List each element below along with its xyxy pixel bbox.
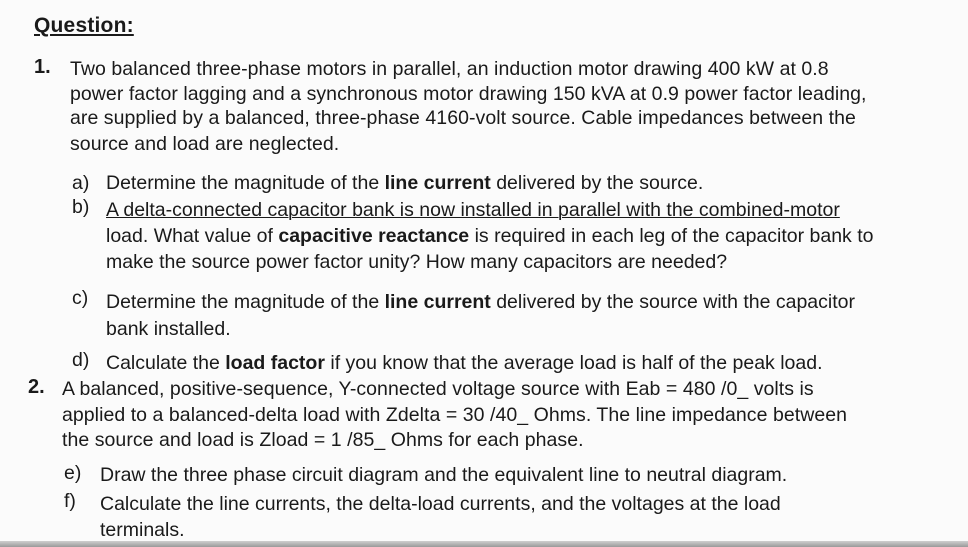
question-1-line-3: are supplied by a balanced, three-phase 4160-volt source. Cable impedances between the <box>70 107 856 129</box>
question-1-line-4: source and load are neglected. <box>70 133 340 155</box>
question-2-line-3: the source and load is Zload = 1 /85_ Ohms for each phase. <box>62 429 584 451</box>
question-2-line-2: applied to a balanced-delta load with Zdelta = 30 /40_ Ohms. The line impedance between <box>62 404 848 426</box>
part-e-text: Draw the three phase circuit diagram and the equivalent line to neutral diagram. <box>100 464 788 486</box>
question-1-line-2: power factor lagging and a synchronous motor drawing 150 kVA at 0.9 power factor leading, <box>70 83 867 105</box>
question-2-line-1: A balanced, positive-sequence, Y-connected voltage source with Eab = 480 /0_ volts is <box>62 378 814 400</box>
part-b-line-2: load. What value of capacitive reactance is required in each leg of the capacitor bank to <box>106 225 874 247</box>
part-c-label: c) <box>72 287 89 309</box>
part-e-label: e) <box>64 462 82 484</box>
part-f-line-2: terminals. <box>100 519 185 541</box>
part-c-line-2: bank installed. <box>106 318 231 340</box>
part-a-label: a) <box>72 172 90 194</box>
part-a-text: Determine the magnitude of the line current delivered by the source. <box>106 172 704 194</box>
question-2-number: 2. <box>28 376 45 398</box>
page-title: Question: <box>34 14 134 37</box>
part-f-line-1: Calculate the line currents, the delta-load currents, and the voltages at the load <box>100 493 781 515</box>
part-f-label: f) <box>64 490 76 512</box>
part-d-label: d) <box>72 349 90 371</box>
part-d-text: Calculate the load factor if you know that the average load is half of the peak load. <box>106 352 823 374</box>
part-b-line-1: A delta-connected capacitor bank is now installed in parallel with the combined-motor <box>106 199 840 221</box>
question-1-line-1: Two balanced three-phase motors in parallel, an induction motor drawing 400 kW at 0.8 <box>70 58 829 80</box>
part-b-line-3: make the source power factor unity? How many capacitors are needed? <box>106 251 728 273</box>
part-b-label: b) <box>72 196 90 218</box>
bottom-edge-divider <box>0 541 968 547</box>
part-c-line-1: Determine the magnitude of the line current delivered by the source with the capacitor <box>106 291 855 313</box>
question-1-number: 1. <box>34 56 51 78</box>
